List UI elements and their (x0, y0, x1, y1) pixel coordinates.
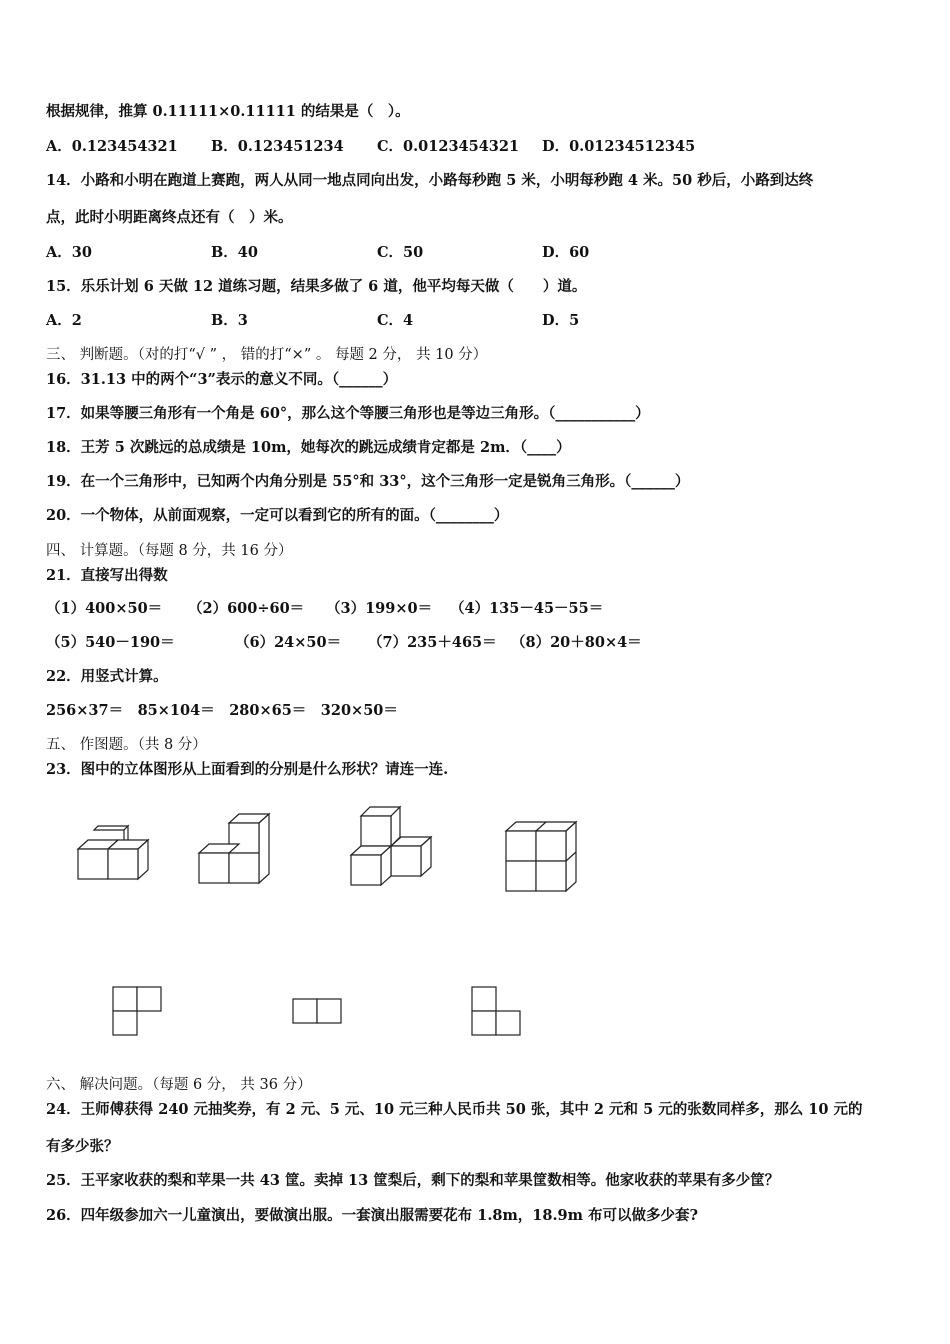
solid-figure-1 (78, 826, 148, 879)
option-c: C．4 (377, 312, 414, 329)
q22-stem: 22．用竖式计算。 (46, 668, 168, 685)
section-3-heading: 三、 判断题。（对的打“√ ” ， 错的打“×” 。 每题 2 分， 共 10 分） (46, 347, 488, 363)
solid-figure-4 (506, 822, 576, 891)
q15-stem: 15．乐乐计划 6 天做 12 道练习题，结果多做了 6 道，他平均每天做（ ）道。 (46, 278, 587, 295)
option-a: A．0.123454321 (46, 138, 178, 155)
q14-stem-line2: 点，此时小明距离终点还有（ ）米。 (46, 209, 293, 226)
calc-6: （6）24×50＝ (235, 634, 342, 651)
option-b: B．3 (211, 312, 248, 329)
calc-7: （7）235＋465＝ (368, 634, 497, 651)
q13-stem: 根据规律，推算 0.11111×0.11111 的结果是（ ）。 (46, 103, 410, 120)
option-c: C．0.0123454321 (377, 138, 520, 155)
option-d: D．5 (542, 312, 580, 329)
q22-items: 256×37＝ 85×104＝ 280×65＝ 320×50＝ (46, 702, 398, 719)
option-d: D．60 (542, 244, 590, 261)
q21-stem: 21．直接写出得数 (46, 567, 168, 584)
calc-8: （8）20＋80×4＝ (511, 634, 642, 651)
top-view-1 (113, 987, 161, 1035)
top-view-3 (472, 987, 520, 1035)
q14-stem-line1: 14．小路和小明在跑道上赛跑，两人从同一地点同向出发，小路每秒跑 5 米，小明每秒跑 4 米。50 秒后，小路到达终 (46, 172, 814, 189)
top-view-2 (293, 999, 341, 1023)
q20: 20．一个物体，从前面观察，一定可以看到它的所有的面。（________） (46, 507, 509, 524)
q26: 26．四年级参加六一儿童演出，要做演出服。一套演出服需要花布 1.8m，18.9m 布可以做多少套? (46, 1207, 698, 1224)
section-4-heading: 四、 计算题。（每题 8 分，共 16 分） (46, 543, 293, 559)
calc-5: （5）540－190＝ (46, 634, 175, 651)
q24-line2: 有多少张？ (46, 1138, 119, 1155)
section-6-heading: 六、 解决问题。（每题 6 分， 共 36 分） (46, 1077, 312, 1093)
calc-3: （3）199×0＝ (326, 600, 433, 617)
option-d: D．0.01234512345 (542, 138, 696, 155)
option-b: B．0.123451234 (211, 138, 344, 155)
calc-2: （2）600÷60＝ (188, 600, 305, 617)
q16: 16．31.13 中的两个“3”表示的意义不同。（______） (46, 371, 398, 388)
calc-4: （4）135－45－55＝ (450, 600, 604, 617)
option-a: A．2 (46, 312, 82, 329)
q18: 18．王芳 5 次跳远的总成绩是 10m，她每次的跳远成绩肯定都是 2m．（____） (46, 439, 571, 456)
section-5-heading: 五、 作图题。（共 8 分） (46, 737, 207, 753)
calc-1: （1）400×50＝ (46, 600, 163, 617)
option-a: A．30 (46, 244, 92, 261)
q24-line1: 24．王师傅获得 240 元抽奖券，有 2 元、5 元、10 元三种人民币共 50 张，其中 2 元和 5 元的张数同样多，那么 10 元的 (46, 1101, 863, 1118)
option-c: C．50 (377, 244, 424, 261)
q19: 19．在一个三角形中，已知两个内角分别是 55°和 33°，这个三角形一定是锐角三角形。（______） (46, 473, 690, 490)
solid-figure-2 (199, 814, 269, 883)
q17: 17．如果等腰三角形有一个角是 60°，那么这个等腰三角形也是等边三角形。（___________） (46, 405, 650, 422)
option-b: B．40 (211, 244, 258, 261)
q25: 25．王平家收获的梨和苹果一共 43 筐。卖掉 13 筐梨后，剩下的梨和苹果筐数相等。他家收获的苹果有多少筐？ (46, 1172, 780, 1189)
solid-figure-3 (351, 807, 431, 885)
q23-stem: 23．图中的立体图形从上面看到的分别是什么形状？请连一连. (46, 761, 449, 778)
